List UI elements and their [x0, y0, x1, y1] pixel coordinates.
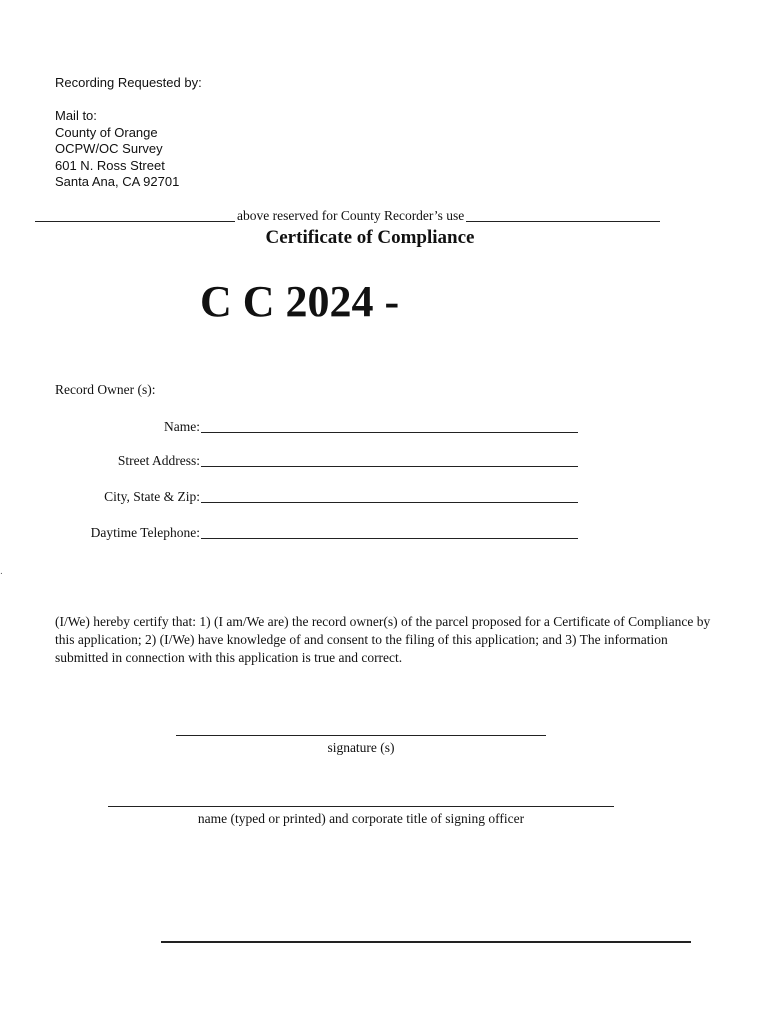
owner-city-label: City, State & Zip:: [104, 489, 200, 504]
certificate-title: Certificate of Compliance: [265, 227, 475, 248]
signer-name-title-field[interactable]: [108, 806, 614, 807]
signature-field[interactable]: [176, 735, 546, 736]
mail-to-line-county: County of Orange: [55, 124, 158, 140]
mail-to-line-department: OCPW/OC Survey: [55, 141, 163, 156]
owner-city-field[interactable]: [201, 502, 578, 503]
mail-to-label: Mail to:: [55, 108, 97, 123]
recording-requested-by: Recording Requested by:: [55, 75, 202, 90]
margin-mark: .: [0, 566, 3, 577]
owner-name-field[interactable]: [201, 432, 578, 433]
owner-name-label: Name:: [164, 419, 200, 434]
reserved-rule-left: [35, 221, 235, 222]
signer-name-title-label: name (typed or printed) and corporate title of signing officer: [197, 811, 525, 826]
record-owner-label: Record Owner (s):: [55, 382, 156, 397]
owner-street-field[interactable]: [201, 466, 578, 467]
reserved-rule-right: [466, 221, 660, 222]
owner-phone-label: Daytime Telephone:: [90, 525, 200, 540]
owner-street-label: Street Address:: [117, 453, 200, 468]
owner-city-row: [0, 488, 580, 506]
mail-to-line-street: 601 N. Ross Street: [55, 157, 165, 173]
mail-to-block: [55, 108, 179, 191]
owner-name-row: [0, 418, 580, 436]
owner-phone-field[interactable]: [201, 538, 578, 539]
owner-phone-row: [0, 524, 580, 542]
certificate-number: C C 2024 -: [200, 277, 400, 326]
bottom-divider: [161, 941, 691, 943]
recorder-reserved-divider: [35, 207, 660, 225]
certification-statement: (I/We) hereby certify that: 1) (I am/We are) the record owner(s) of the parcel proposed for a Certificate of Compliance by this application; 2) (I/We) have knowledge of and consent to the filing of this application; and 3) The information submitted in connection with this application is true and correct.: [55, 614, 711, 665]
reserved-text: above reserved for County Recorder’s use: [237, 208, 465, 223]
mail-to-line-city: Santa Ana, CA 92701: [55, 174, 180, 189]
signature-label: signature (s): [327, 740, 395, 755]
owner-street-row: [0, 452, 580, 470]
